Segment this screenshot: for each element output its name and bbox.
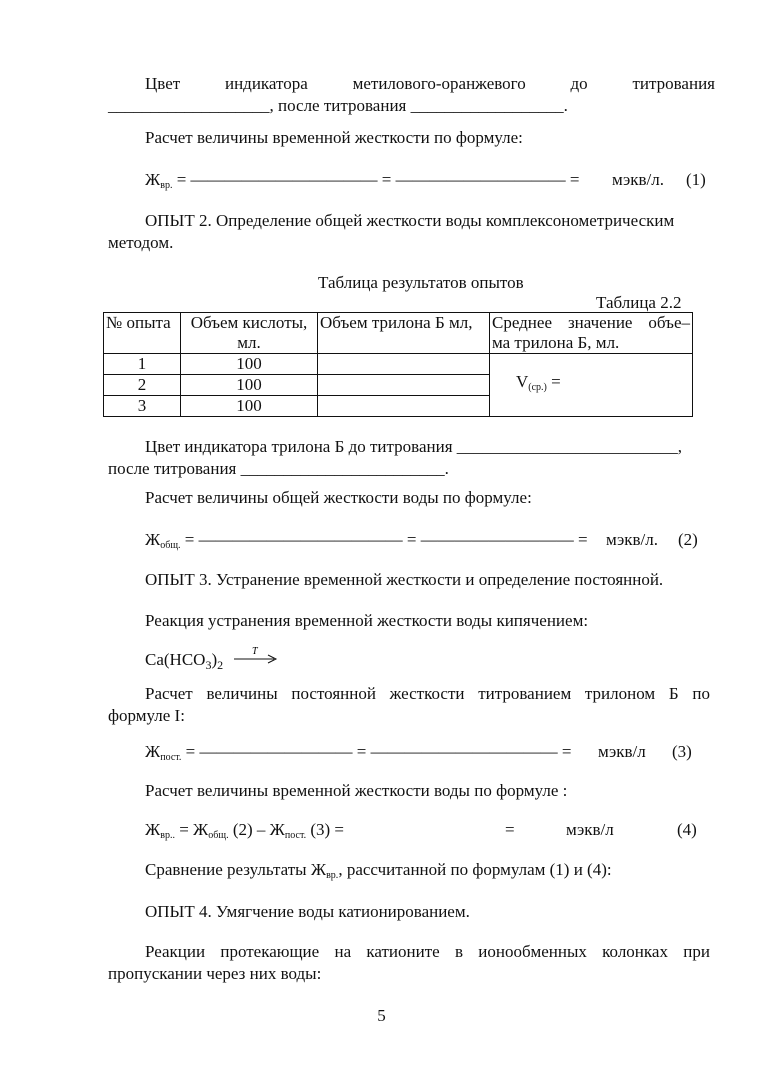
permanent-hardness-line: Расчет величины постоянной жесткости титрованием трилоном Б по: [145, 684, 710, 703]
trilon-indicator-line: Цвет индикатора трилона Б до титрования __________________________,: [145, 437, 683, 456]
total-hardness-calc-text: Расчет величины общей жесткости воды по формуле:: [145, 488, 532, 507]
cell-number: 2: [104, 375, 181, 396]
formula-2-number: (2): [678, 530, 698, 549]
svg-text:T: T: [252, 646, 258, 657]
formula-3-number: (3): [672, 742, 692, 761]
cell-average: $V_{(ср.)}$ =: [490, 354, 693, 417]
table-row: [104, 354, 693, 375]
table-header-row: [104, 313, 693, 354]
formula-2: $Ж_{общ.}$ = ———————————— = ————————— =: [145, 530, 588, 551]
word: титрования: [632, 74, 715, 93]
header-trilon-volume: Объем трилона Б мл,: [318, 313, 490, 354]
header-acid-volume: Объем кислоты, мл.: [181, 313, 318, 354]
formula-3-unit: мэкв/л: [598, 742, 646, 761]
cell-trilon: [318, 396, 490, 417]
cation-reactions-line-cont: пропускании через них воды:: [108, 964, 322, 983]
cell-trilon: [318, 354, 490, 375]
indicator-methyl-orange-line: [145, 74, 715, 94]
reaction-arrow-icon: [232, 644, 278, 666]
cell-acid: 100: [181, 396, 318, 417]
formula-3: $Ж_{пост.}$ = ————————— = ——————————— =: [145, 742, 572, 763]
cell-acid: 100: [181, 354, 318, 375]
trilon-after-titration-line: после титрования ________________________.: [108, 459, 449, 478]
results-table: [103, 312, 693, 417]
chemical-formula: $Ca(HCO_3)_2$: [145, 650, 224, 672]
experiment-2-heading-cont: методом.: [108, 233, 174, 252]
cell-number: 1: [104, 354, 181, 375]
word: до: [570, 74, 588, 93]
after-titration-line: ___________________, после титрования __________________.: [108, 96, 568, 115]
comparison-text: Сравнение результаты $Ж_{вр.}$, рассчитанной по формулам (1) и (4):: [145, 860, 612, 881]
formula-4: $Ж_{вр..} = Ж_{общ.}$ $(2) - Ж_{пост.}$ (3) =: [145, 820, 344, 841]
experiment-2-heading: ОПЫТ 2. Определение общей жесткости воды комплексонометрическим: [145, 211, 675, 230]
word: метилового-оранжевого: [352, 74, 526, 93]
formula-2-unit: мэкв/л.: [606, 530, 659, 549]
boiling-reaction-text: Реакция устранения временной жесткости воды кипячением:: [145, 611, 589, 630]
formula-1: $Ж_{вр.}$ = ——————————— = —————————— =: [145, 170, 580, 191]
header-average-volume: Среднее значение объе– ма трилона Б, мл.: [490, 313, 693, 354]
temp-hardness-calc-text: Расчет величины временной жесткости по формуле:: [145, 128, 523, 147]
word: Цвет: [145, 74, 181, 93]
header-experiment-number: № опыта: [104, 313, 181, 354]
permanent-hardness-line-cont: формуле I:: [108, 706, 185, 725]
word: индикатора: [224, 74, 308, 93]
table-title: Таблица результатов опытов: [318, 273, 524, 292]
table-number: Таблица 2.2: [596, 293, 682, 312]
experiment-4-heading: ОПЫТ 4. Умягчение воды катионированием.: [145, 902, 470, 921]
cell-number: 3: [104, 396, 181, 417]
experiment-3-heading: ОПЫТ 3. Устранение временной жесткости и определение постоянной.: [145, 570, 664, 589]
formula-4-number: (4): [677, 820, 697, 839]
formula-1-unit: мэкв/л.: [612, 170, 665, 189]
formula-1-number: (1): [686, 170, 706, 189]
formula-4-equals: =: [505, 820, 515, 839]
formula-4-unit: мэкв/л: [566, 820, 614, 839]
temp-hardness-calc-text-2: Расчет величины временной жесткости воды по формуле :: [145, 781, 568, 800]
cell-acid: 100: [181, 375, 318, 396]
page-number: 5: [377, 1006, 386, 1025]
cation-reactions-line: Реакции протекающие на катионите в ионообменных колонках при: [145, 942, 710, 961]
cell-trilon: [318, 375, 490, 396]
